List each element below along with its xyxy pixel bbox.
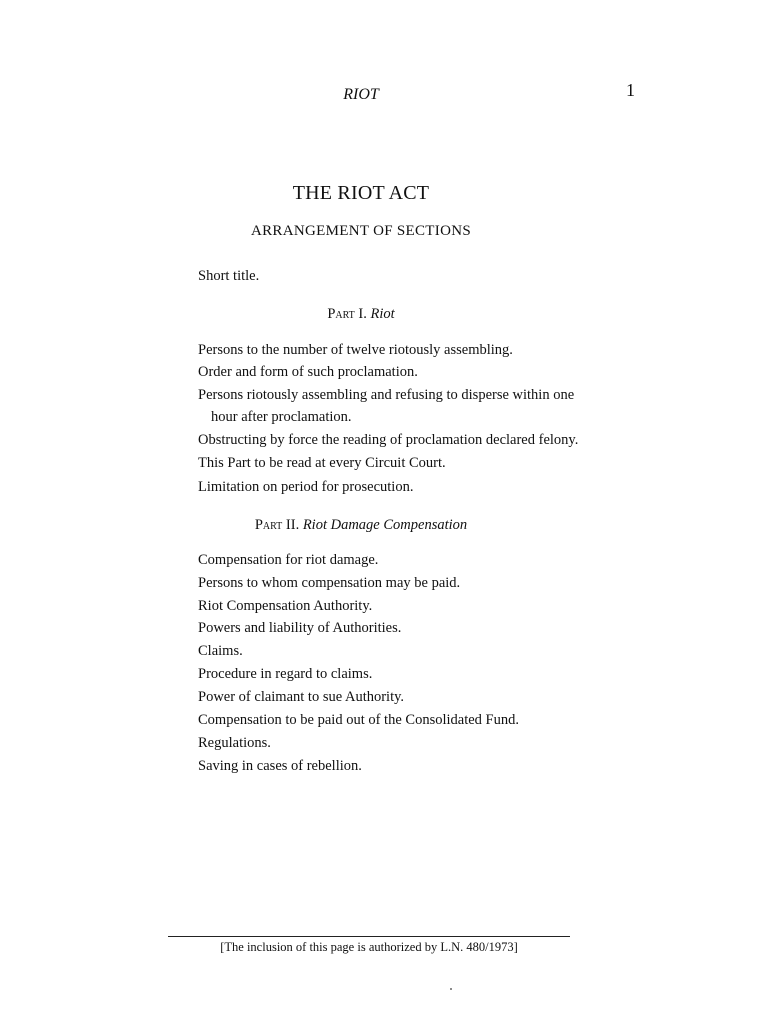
section-title: Persons to the number of twelve riotously assembling. <box>198 342 513 358</box>
section-title: Claims. <box>198 643 243 659</box>
part-label: Part I. <box>327 306 367 322</box>
section-title: Riot Compensation Authority. <box>198 598 373 614</box>
section-title-continuation: hour after proclamation. <box>211 409 352 425</box>
section-title: Limitation on period for prosecution. <box>198 479 414 495</box>
section-title: Powers and liability of Authorities. <box>198 620 402 636</box>
section-title: Compensation for riot damage. <box>198 552 379 568</box>
part-name: Riot Damage Compensation <box>302 517 468 533</box>
scan-speck <box>450 988 452 990</box>
section-title: Persons to whom compensation may be paid. <box>198 575 461 591</box>
section-title: Compensation to be paid out of the Consolidated Fund. <box>198 712 519 728</box>
section-title: Power of claimant to sue Authority. <box>198 689 405 705</box>
section-title: Obstructing by force the reading of proclamation declared felony. <box>198 432 579 448</box>
part-heading <box>0 306 722 323</box>
part-heading <box>0 517 722 534</box>
section-title: This Part to be read at every Circuit Court. <box>198 455 446 471</box>
footer-rule <box>168 936 570 937</box>
section-title: Persons riotously assembling and refusing to disperse within one <box>198 387 575 403</box>
section-title: Saving in cases of rebellion. <box>198 758 362 774</box>
page-number: 1 <box>626 80 635 100</box>
section-title: Procedure in regard to claims. <box>198 666 373 682</box>
section-title: Order and form of such proclamation. <box>198 364 418 380</box>
arrangement-heading: ARRANGEMENT OF SECTIONS <box>251 223 471 239</box>
part-name: Riot <box>370 306 395 322</box>
section-title: Regulations. <box>198 735 271 751</box>
section-title: Short title. <box>198 268 260 284</box>
authorization-note: [The inclusion of this page is authorized by L.N. 480/1973] <box>220 940 518 954</box>
part-label: Part II. <box>254 517 300 533</box>
running-head: RIOT <box>343 86 379 103</box>
act-title: THE RIOT ACT <box>292 182 430 204</box>
